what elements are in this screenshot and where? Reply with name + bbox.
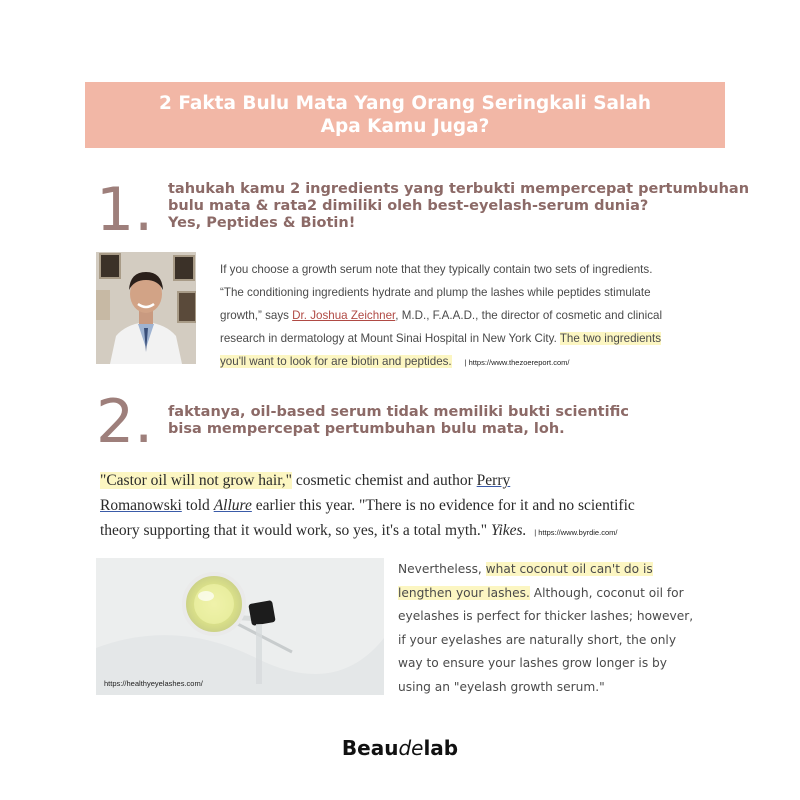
para-line-6: using an "eyelash growth serum." xyxy=(398,679,605,694)
brand-part-3: lab xyxy=(423,736,459,760)
brand-part-2: de xyxy=(398,736,424,760)
quote-1-source: https://www.thezoereport.com/ xyxy=(468,358,570,367)
para-line-2-post: Although, coconut oil for xyxy=(529,585,684,600)
quote-1 xyxy=(220,258,720,373)
fact-2-line-2: bisa mempercepat pertumbuhan bulu mata, loh. xyxy=(168,421,565,437)
quote-1-line-4 xyxy=(220,327,720,350)
fact-number-1: 1. xyxy=(96,175,154,245)
doctor-name-link[interactable]: Dr. Joshua Zeichner xyxy=(292,309,396,322)
quote-2-line-2 xyxy=(100,493,720,518)
fact-1-line-1: tahukah kamu 2 ingredients yang terbukti mempercepat pertumbuhan xyxy=(168,181,750,197)
doctor-photo xyxy=(96,252,196,364)
para-highlight-a: what coconut oil can't do is xyxy=(485,562,653,576)
image-2-source: https://healthyeyelashes.com/ xyxy=(104,679,203,688)
quote-2 xyxy=(100,468,720,543)
para-line-1-pre: Nevertheless, xyxy=(398,562,486,576)
fact-1-line-2: bulu mata & rata2 dimiliki oleh best-eyelash-serum dunia? xyxy=(168,198,649,214)
para-line-1 xyxy=(398,558,728,582)
quote-1-line-2: “The conditioning ingredients hydrate and plump the lashes while peptides stimulate xyxy=(220,286,651,299)
fact-1-line-3: Yes, Peptides & Biotin! xyxy=(168,215,356,231)
quote-2-yikes: Yikes. xyxy=(491,522,527,539)
fact-2-heading xyxy=(168,404,629,438)
title-banner xyxy=(85,82,725,148)
serum-bottle-photo xyxy=(96,558,384,695)
para-line-5: way to ensure your lashes grow longer is by xyxy=(398,656,667,670)
para-line-2 xyxy=(398,582,728,606)
quote-2-line-1-mid: cosmetic chemist and author xyxy=(292,472,477,489)
author-link-last[interactable]: Romanowski xyxy=(100,497,182,514)
quote-1-line-5 xyxy=(220,350,720,373)
quote-1-line-3-post: , M.D., F.A.A.D., the director of cosmetic and clinical xyxy=(395,309,663,322)
quote-2-source: https://www.byrdie.com/ xyxy=(538,528,618,537)
brand-part-1: Beau xyxy=(341,736,399,760)
banner-title-line-2: Apa Kamu Juga? xyxy=(320,116,490,137)
quote-1-line-3 xyxy=(220,304,720,327)
quote-1-line-1: If you choose a growth serum note that they typically contain two sets of ingredients. xyxy=(220,263,653,276)
quote-2-highlight: "Castor oil will not grow hair," xyxy=(100,472,292,489)
fact-2-line-1: faktanya, oil-based serum tidak memiliki bukti scientific xyxy=(168,404,629,420)
para-line-4: if your eyelashes are naturally short, the only xyxy=(398,632,677,647)
allure-link[interactable]: Allure xyxy=(213,497,252,514)
quote-1-line-4-pre: research in dermatology at Mount Sinai Hospital in New York City. xyxy=(220,332,560,345)
quote-1-line-3-pre: growth,” says xyxy=(220,309,293,322)
quote-2-line-2-post: earlier this year. "There is no evidence for it and no scientific xyxy=(251,497,635,514)
quote-1-source-divider: | xyxy=(464,358,469,367)
quote-1-highlight-a: The two ingredients xyxy=(559,332,662,345)
banner-title-line-1: 2 Fakta Bulu Mata Yang Orang Seringkali Salah xyxy=(159,93,651,114)
author-link-first[interactable]: Perry xyxy=(476,472,511,489)
fact-1-heading xyxy=(168,181,749,232)
quote-2-source-divider: | xyxy=(534,528,539,537)
fact-number-2: 2. xyxy=(96,387,154,457)
quote-2-line-3 xyxy=(100,518,720,543)
quote-2-line-3-pre: theory supporting that it would work, so yes, it's a total myth." xyxy=(100,522,491,539)
quote-1-highlight-b: you'll want to look for are biotin and peptides. xyxy=(220,355,452,368)
quote-2-line-1 xyxy=(100,468,720,493)
quote-2-line-2-mid: told xyxy=(181,497,214,514)
brand-logo xyxy=(0,736,800,760)
coconut-oil-paragraph xyxy=(398,558,728,699)
para-highlight-b: lengthen your lashes. xyxy=(398,585,530,600)
para-line-3: eyelashes is perfect for thicker lashes; however, xyxy=(398,609,694,623)
